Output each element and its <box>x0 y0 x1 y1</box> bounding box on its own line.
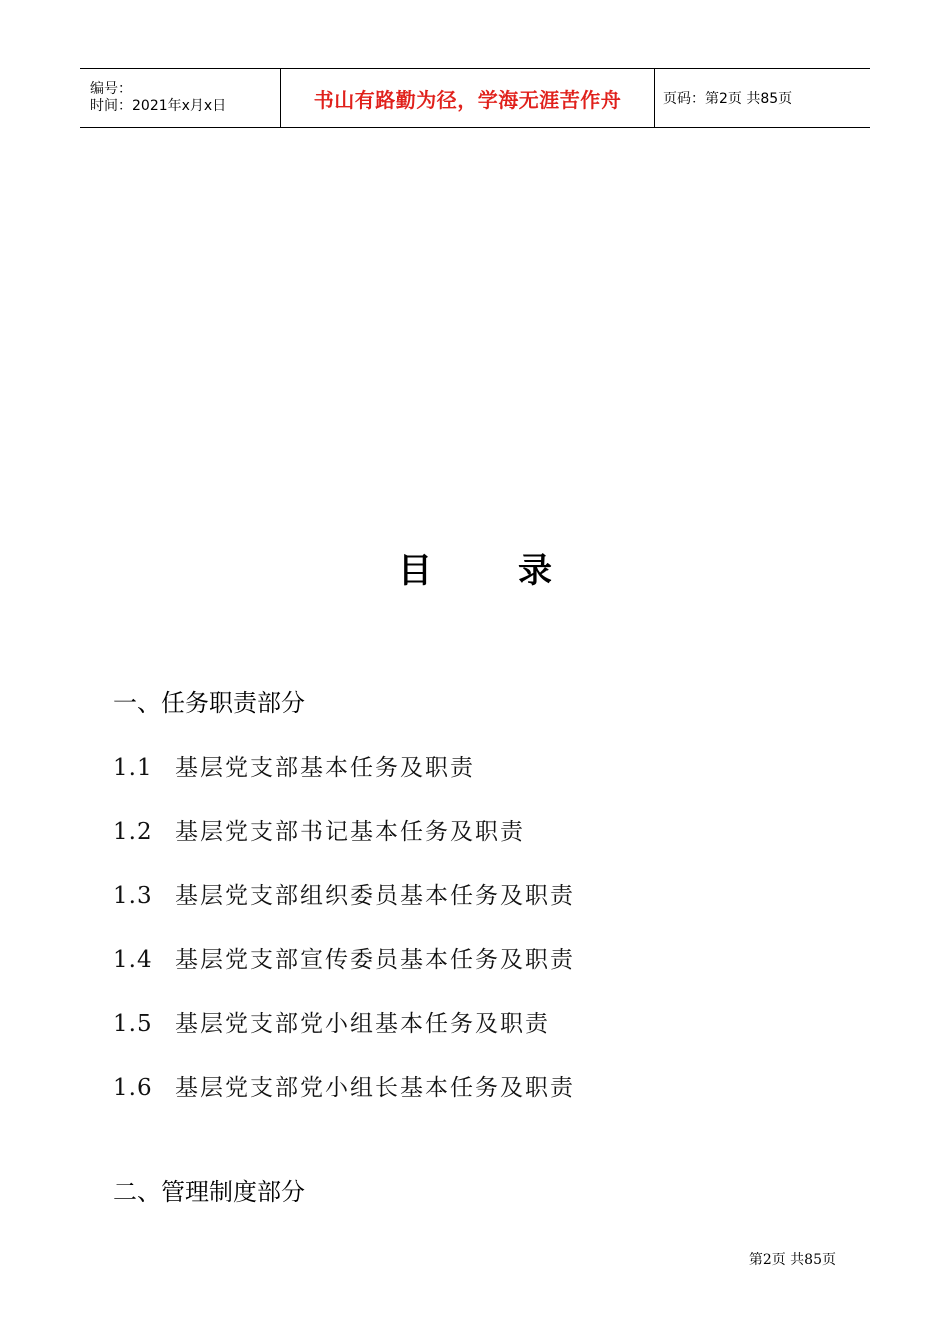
section-heading-1: 一、任务职责部分 <box>113 689 305 717</box>
header-meta <box>80 69 281 127</box>
page-header <box>80 68 870 128</box>
toc-item-number: 1.6 <box>113 1075 153 1101</box>
header-page-cell <box>655 69 870 127</box>
toc-item[interactable] <box>113 1069 575 1102</box>
toc-title <box>0 543 950 592</box>
toc-item-number: 1.2 <box>113 819 153 845</box>
toc-title-right: 录 <box>518 551 552 591</box>
header-page-info: 页码：第2页 共85页 <box>663 91 793 107</box>
toc-item[interactable] <box>113 877 575 910</box>
header-time-label: 时间：2021年x月x日 <box>90 98 227 114</box>
toc-item-text: 基层党支部组织委员基本任务及职责 <box>175 883 575 909</box>
toc-item[interactable] <box>113 941 575 974</box>
toc-item[interactable] <box>113 749 475 782</box>
toc-item[interactable] <box>113 1005 550 1038</box>
toc-item-text: 基层党支部宣传委员基本任务及职责 <box>175 947 575 973</box>
toc-item-text: 基层党支部基本任务及职责 <box>175 755 475 781</box>
page-footer: 第2页 共85页 <box>748 1252 836 1268</box>
header-number-label: 编号： <box>90 81 132 97</box>
section-heading-2: 二、管理制度部分 <box>113 1178 305 1206</box>
toc-item[interactable] <box>113 813 525 846</box>
header-motto-cell <box>281 69 655 127</box>
toc-item-number: 1.1 <box>113 755 153 781</box>
toc-item-text: 基层党支部书记基本任务及职责 <box>175 819 525 845</box>
header-motto: 书山有路勤为径，学海无涯苦作舟 <box>313 87 622 112</box>
toc-item-text: 基层党支部党小组基本任务及职责 <box>175 1011 550 1037</box>
toc-item-text: 基层党支部党小组长基本任务及职责 <box>175 1075 575 1101</box>
toc-title-left: 目 <box>398 551 432 591</box>
toc-item-number: 1.5 <box>113 1011 153 1037</box>
toc-item-number: 1.4 <box>113 947 153 973</box>
toc-item-number: 1.3 <box>113 883 153 909</box>
